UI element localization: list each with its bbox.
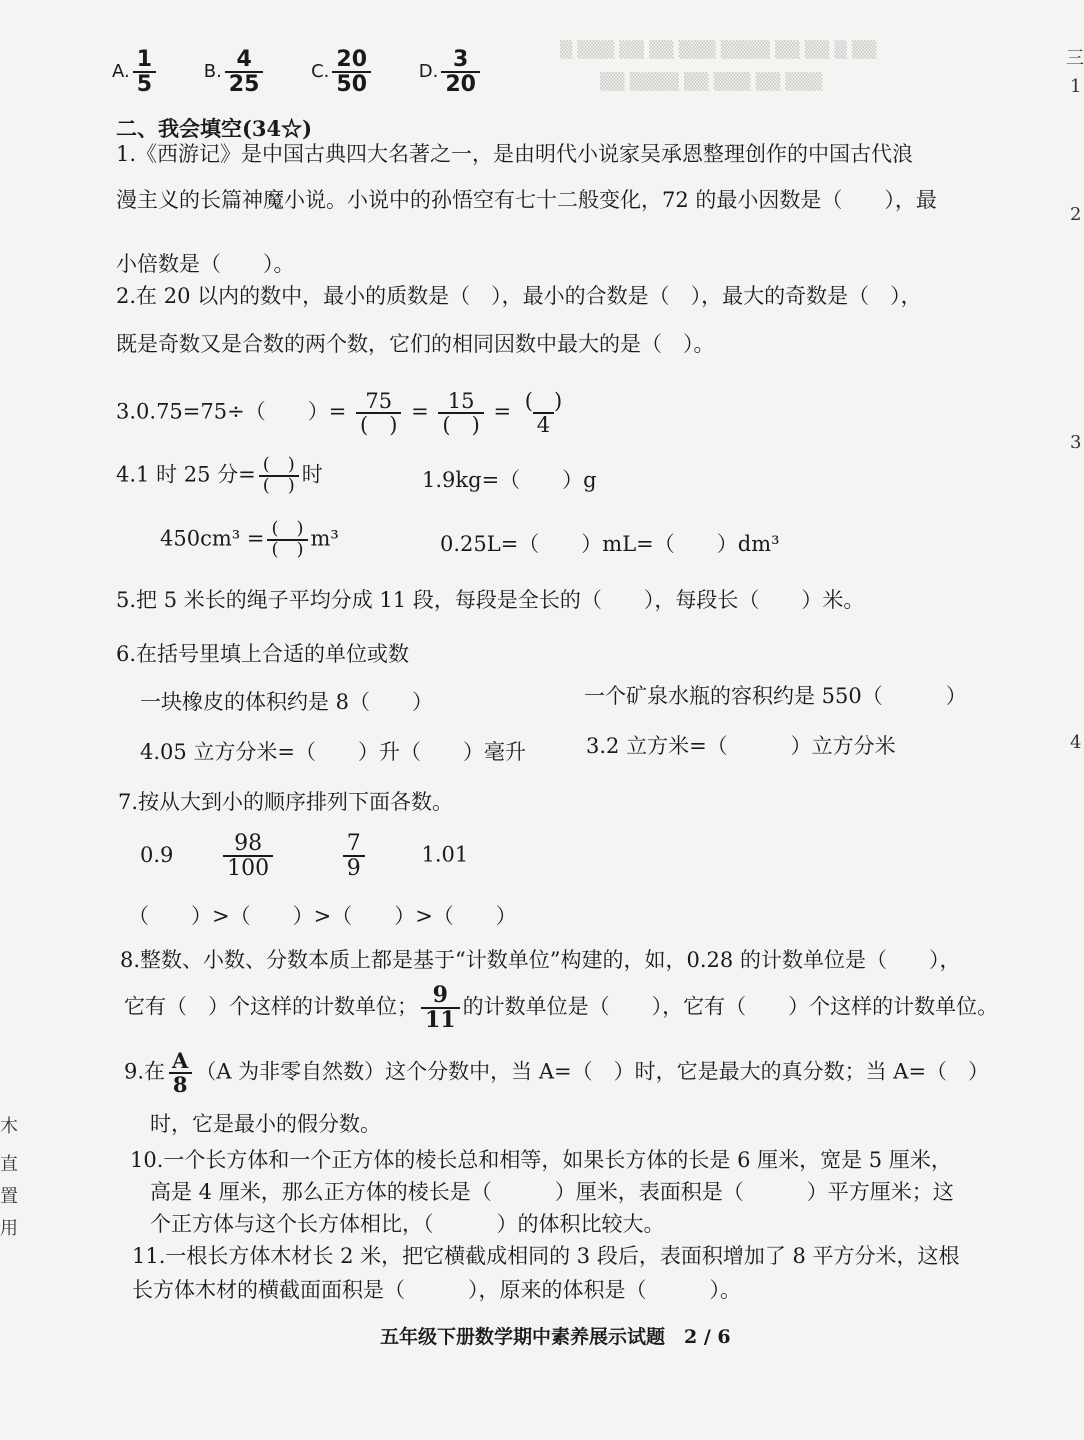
q11-line2: 长方体木材的横截面面积是（ ），原来的体积是（ ）。 xyxy=(132,1278,741,1302)
option-b xyxy=(204,48,267,96)
q10-line1: 10.一个长方体和一个正方体的棱长总和相等，如果长方体的长是 6 厘米，宽是 5 厘米， xyxy=(130,1148,952,1172)
numerator: A xyxy=(172,1048,189,1073)
right-margin-mark: 4 xyxy=(1070,732,1082,753)
page-footer: 五年级下册数学期中素养展示试题 2 / 6 xyxy=(380,1326,731,1348)
bleed-through-text: ▒ ▒▒▒ ▒▒ ▒▒ ▒▒▒ ▒▒▒▒ ▒▒ ▒▒ ▒ ▒▒ xyxy=(560,40,877,59)
q2-line1: 2.在 20 以内的数中，最小的质数是（ ），最小的合数是（ ），最大的奇数是（ ）， xyxy=(116,284,922,308)
equals-sign: = xyxy=(493,399,512,424)
q9-fraction xyxy=(168,1050,192,1096)
left-margin-mark: 置 xyxy=(0,1186,18,1207)
denominator: 50 xyxy=(332,71,371,96)
denominator: 9 xyxy=(343,855,365,880)
q7-order-blanks: （ ）>（ ）>（ ）>（ ） xyxy=(128,904,517,928)
option-c xyxy=(311,48,374,96)
q9-line2: 时，它是最小的假分数。 xyxy=(150,1112,381,1136)
q3-fraction-1 xyxy=(356,390,401,436)
section-title: 二、我会填空(34☆) xyxy=(116,116,313,141)
answer-options xyxy=(112,48,521,96)
numerator: 7 xyxy=(346,831,361,856)
q1-line3: 小倍数是（ ）。 xyxy=(116,252,295,276)
q7-fraction xyxy=(343,832,365,880)
q4-part-d: 0.25L=（ ）mL=（ ）dm³ xyxy=(440,532,780,556)
left-margin-mark: 直 xyxy=(0,1154,18,1175)
option-d xyxy=(419,48,483,96)
q7-fraction xyxy=(223,832,273,880)
q4-part-c xyxy=(160,520,339,560)
left-margin-mark: 用 xyxy=(0,1218,18,1239)
q3-fraction-2 xyxy=(438,390,483,436)
option-label: A. xyxy=(112,61,130,83)
denominator: 4 xyxy=(533,412,554,436)
q7-numbers xyxy=(140,832,468,880)
numerator: 3 xyxy=(452,47,469,72)
q7-number: 1.01 xyxy=(421,842,469,867)
q1-line1: 1.《西游记》是中国古典四大名著之一，是由明代小说家吴承恩整理创作的中国古代浪 xyxy=(116,142,914,166)
q3-fraction-3 xyxy=(521,390,566,436)
right-margin-mark: 1 xyxy=(1070,76,1082,97)
option-label: C. xyxy=(311,61,330,83)
q4-c-unit: m³ xyxy=(310,526,339,551)
denominator: 100 xyxy=(223,855,273,880)
q8-fraction xyxy=(421,984,460,1032)
option-fraction xyxy=(133,48,156,96)
numerator: ( ) xyxy=(262,454,295,475)
numerator: 98 xyxy=(234,831,263,856)
q8-line2 xyxy=(124,984,998,1032)
denominator: 8 xyxy=(169,1072,192,1096)
q6-part-c: 4.05 立方分米=（ ）升（ ）毫升 xyxy=(140,740,527,764)
right-margin-mark: 三 xyxy=(1066,48,1084,69)
numerator: ( ) xyxy=(271,518,304,539)
option-label: D. xyxy=(418,61,439,83)
numerator: ( ) xyxy=(524,389,563,413)
q4-c-prefix: 450cm³ = xyxy=(160,526,265,551)
q6-part-a: 一块橡皮的体积约是 8（ ） xyxy=(140,690,434,714)
denominator: ( ) xyxy=(356,412,401,436)
q6-title: 6.在括号里填上合适的单位或数 xyxy=(116,642,410,666)
q11-line1: 11.一根长方体木材长 2 米，把它横截成相同的 3 段后，表面积增加了 8 平方分米，这根 xyxy=(132,1244,960,1268)
equals-sign: = xyxy=(411,399,429,424)
q1-line2: 漫主义的长篇神魔小说。小说中的孙悟空有七十二般变化，72 的最小因数是（ ），最 xyxy=(116,188,937,212)
q6-part-d: 3.2 立方米=（ ）立方分米 xyxy=(586,734,896,758)
denominator: 11 xyxy=(421,1007,460,1032)
q4-part-b: 1.9kg=（ ）g xyxy=(422,468,597,492)
option-fraction xyxy=(225,48,264,96)
denominator: 25 xyxy=(225,71,264,96)
option-fraction xyxy=(441,48,480,96)
q10-line3: 个正方体与这个长方体相比，（ ）的体积比较大。 xyxy=(150,1212,665,1236)
numerator: 1 xyxy=(136,47,153,72)
denominator: ( ) xyxy=(259,475,299,496)
q5-text: 5.把 5 米长的绳子平均分成 11 段，每段是全长的（ ），每段长（ ）米。 xyxy=(116,588,865,612)
right-margin-mark: 2 xyxy=(1070,204,1082,225)
option-a xyxy=(112,48,159,96)
q8-text-b: 的计数单位是（ ），它有（ ）个这样的计数单位。 xyxy=(462,994,999,1019)
q4-a-unit: 时 xyxy=(301,462,323,487)
q10-line2: 高是 4 厘米，那么正方体的棱长是（ ）厘米，表面积是（ ）平方厘米；这 xyxy=(150,1180,954,1204)
q9-prefix: 9.在 xyxy=(124,1059,166,1084)
option-label: B. xyxy=(203,61,222,83)
q4-c-fraction xyxy=(267,520,307,560)
q9-rest: （A 为非零自然数）这个分数中，当 A=（ ）时，它是最大的真分数；当 A=（ ） xyxy=(195,1059,990,1084)
denominator: ( ) xyxy=(267,539,307,560)
q4-a-prefix: 4.1 时 25 分= xyxy=(116,462,256,487)
option-fraction xyxy=(332,48,371,96)
numerator: 9 xyxy=(432,982,448,1008)
q8-text-a: 它有（ ）个这样的计数单位； xyxy=(124,994,418,1019)
q6-part-b: 一个矿泉水瓶的容积约是 550（ ） xyxy=(584,684,967,708)
q8-line1: 8.整数、小数、分数本质上都是基于“计数单位”构建的，如，0.28 的计数单位是（ ）， xyxy=(120,948,961,972)
q3-prefix: 3.0.75=75÷（ ）= xyxy=(116,399,347,424)
numerator: 75 xyxy=(365,389,393,413)
q7-title: 7.按从大到小的顺序排列下面各数。 xyxy=(118,790,454,814)
right-margin-mark: 3 xyxy=(1070,432,1082,453)
q4-part-a xyxy=(116,456,323,496)
denominator: 5 xyxy=(133,71,156,96)
numerator: 4 xyxy=(236,47,252,72)
q3-equation xyxy=(116,390,569,436)
denominator: ( ) xyxy=(438,412,483,436)
numerator: 20 xyxy=(336,47,368,72)
q2-line2: 既是奇数又是合数的两个数，它们的相同因数中最大的是（ ）。 xyxy=(116,332,715,356)
denominator: 20 xyxy=(441,71,480,96)
bleed-through-text: ▒▒ ▒▒▒▒ ▒▒ ▒▒▒ ▒▒ ▒▒▒ xyxy=(600,72,823,91)
q4-a-fraction xyxy=(259,456,299,496)
numerator: 15 xyxy=(447,389,475,413)
left-margin-mark: 木 xyxy=(0,1116,18,1137)
q7-number: 0.9 xyxy=(140,842,174,867)
q9-line1 xyxy=(124,1050,989,1096)
